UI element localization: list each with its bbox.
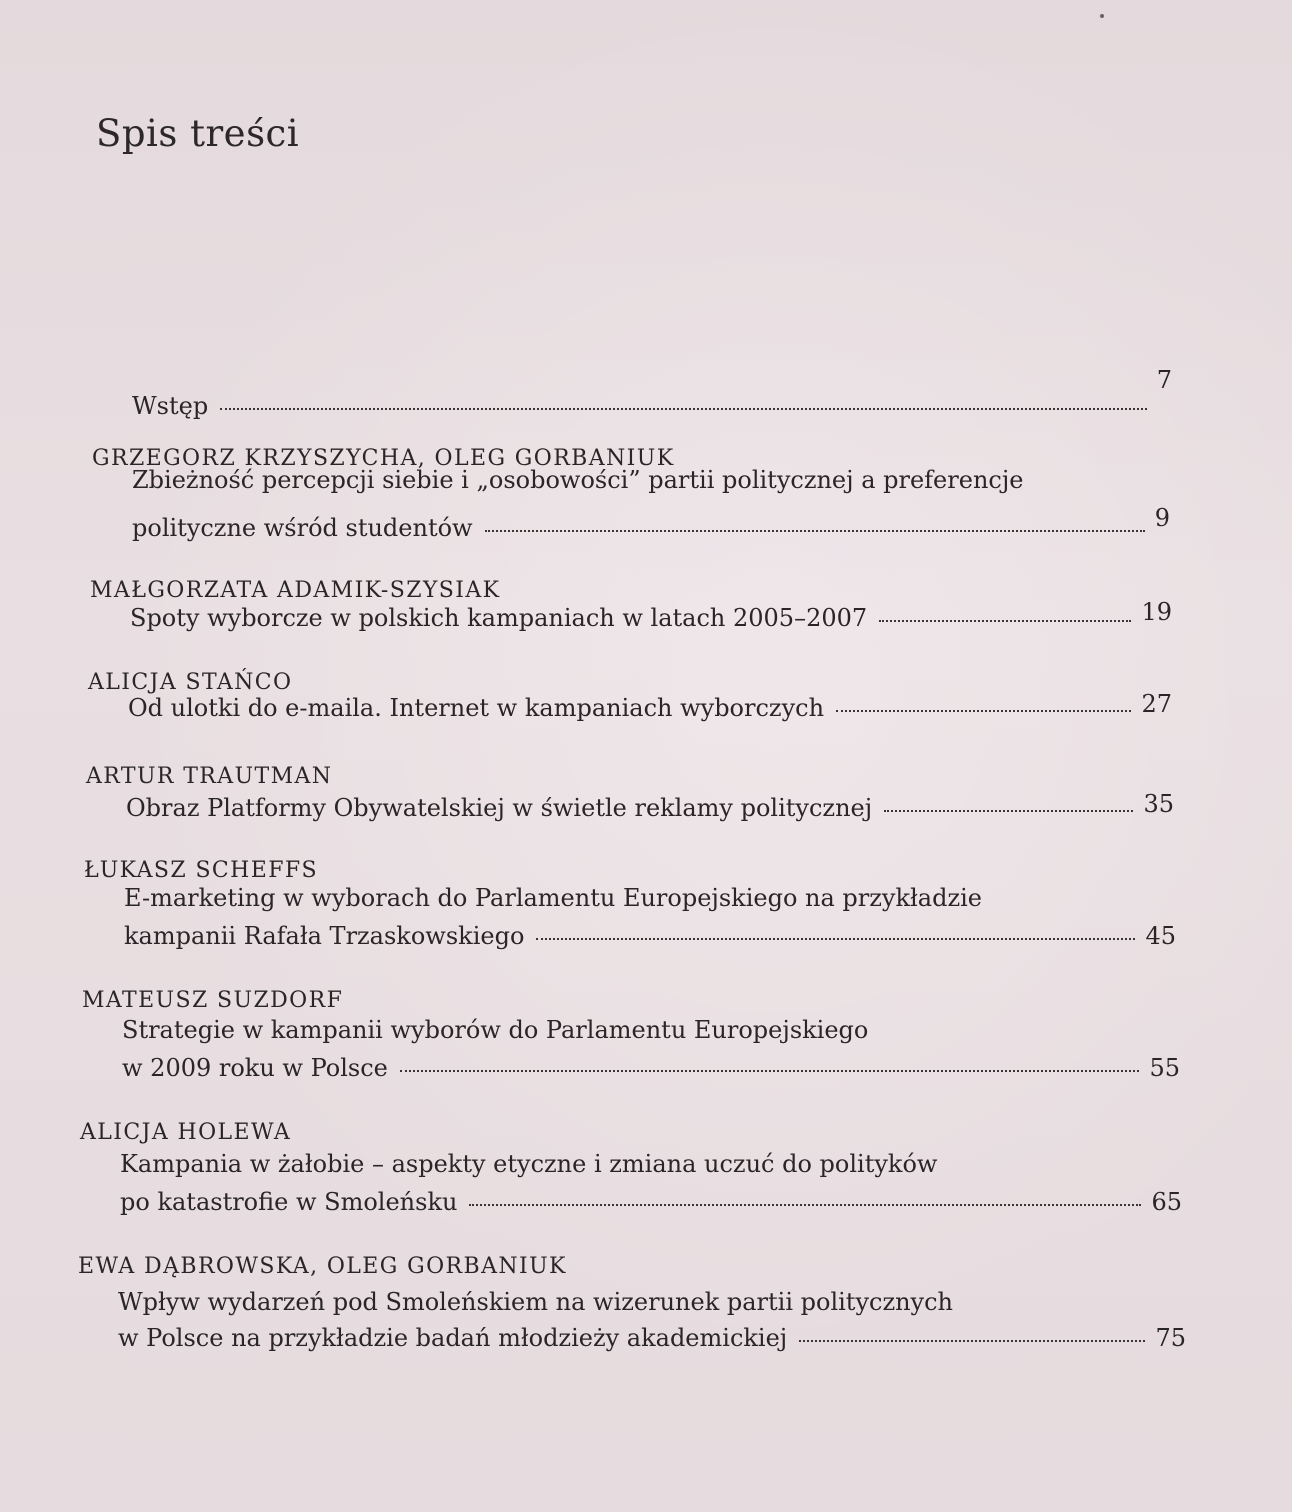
leader-dots — [799, 1340, 1145, 1342]
toc-author: ALICJA HOLEWA — [80, 1120, 292, 1145]
leader-dots — [536, 938, 1135, 940]
toc-entry-intro[interactable] — [132, 366, 1172, 420]
toc-page-number: 75 — [1155, 1324, 1186, 1352]
toc-entry-title: Wpływ wydarzeń pod Smoleńskiem na wizerunek partii politycznych — [118, 1288, 953, 1316]
toc-entry-line[interactable] — [132, 504, 1170, 542]
toc-entry-title: polityczne wśród studentów — [132, 514, 473, 542]
toc-entry-line[interactable] — [130, 598, 1172, 632]
leader-dots — [836, 710, 1131, 712]
toc-entry-title: Obraz Platformy Obywatelskiej w świetle reklamy politycznej — [126, 794, 873, 822]
toc-author: MATEUSZ SUZDORF — [82, 988, 344, 1013]
toc-entry-title: Spoty wyborcze w polskich kampaniach w latach 2005–2007 — [130, 604, 868, 632]
toc-page-number: 9 — [1154, 504, 1170, 532]
toc-entry-line[interactable] — [132, 466, 1023, 494]
toc-entry-line[interactable] — [120, 1150, 937, 1178]
toc-entry-line[interactable] — [122, 1016, 868, 1044]
leader-dots — [879, 620, 1131, 622]
toc-entry-line[interactable] — [120, 1188, 1182, 1216]
toc-entry-title: Strategie w kampanii wyborów do Parlamentu Europejskiego — [122, 1016, 869, 1044]
toc-entry-line[interactable] — [122, 1054, 1180, 1082]
toc-entry-line[interactable] — [124, 884, 982, 912]
page-speck — [1100, 14, 1104, 18]
toc-author: ŁUKASZ SCHEFFS — [84, 858, 319, 883]
toc-entry-title: Wstęp — [132, 392, 209, 420]
toc-author: ARTUR TRAUTMAN — [86, 764, 333, 789]
toc-page-number: 45 — [1145, 922, 1176, 950]
toc-entry-title: w Polsce na przykładzie badań młodzieży akademickiej — [118, 1324, 788, 1352]
page-title: Spis treści — [96, 112, 300, 155]
leader-dots — [884, 810, 1133, 812]
toc-page-number: 55 — [1149, 1054, 1180, 1082]
toc-entry-title: Kampania w żałobie – aspekty etyczne i zmiana uczuć do polityków — [120, 1150, 938, 1178]
leader-dots — [400, 1070, 1140, 1072]
toc-entry-line[interactable] — [128, 690, 1172, 722]
toc-page-number: 35 — [1143, 790, 1174, 818]
toc-author: GRZEGORZ KRZYSZYCHA, OLEG GORBANIUK — [92, 446, 675, 471]
toc-page-number: 19 — [1141, 598, 1172, 626]
leader-dots — [485, 530, 1145, 532]
toc-page-number: 7 — [1156, 366, 1172, 394]
toc-entry-title: kampanii Rafała Trzaskowskiego — [124, 922, 525, 950]
leader-dots — [469, 1204, 1141, 1206]
toc-author: ALICJA STAŃCO — [88, 670, 293, 695]
toc-entry-title: po katastrofie w Smoleńsku — [120, 1188, 458, 1216]
leader-dots — [220, 408, 1147, 410]
toc-author: EWA DĄBROWSKA, OLEG GORBANIUK — [78, 1254, 567, 1279]
toc-page-number: 27 — [1141, 690, 1172, 718]
toc-entry-title: Zbieżność percepcji siebie i „osobowości” partii politycznej a preferencje — [132, 466, 1024, 494]
toc-entry-line[interactable] — [118, 1288, 953, 1316]
toc-entry-title: Od ulotki do e-maila. Internet w kampaniach wyborczych — [128, 694, 825, 722]
toc-page-number: 65 — [1151, 1188, 1182, 1216]
toc-entry-line[interactable] — [126, 790, 1174, 822]
toc-entry-line[interactable] — [118, 1324, 1186, 1352]
toc-entry-title: E-marketing w wyborach do Parlamentu Europejskiego na przykładzie — [124, 884, 982, 912]
toc-entry-title: w 2009 roku w Polsce — [122, 1054, 388, 1082]
toc-author: MAŁGORZATA ADAMIK-SZYSIAK — [90, 578, 501, 603]
toc-entry-line[interactable] — [124, 922, 1176, 950]
